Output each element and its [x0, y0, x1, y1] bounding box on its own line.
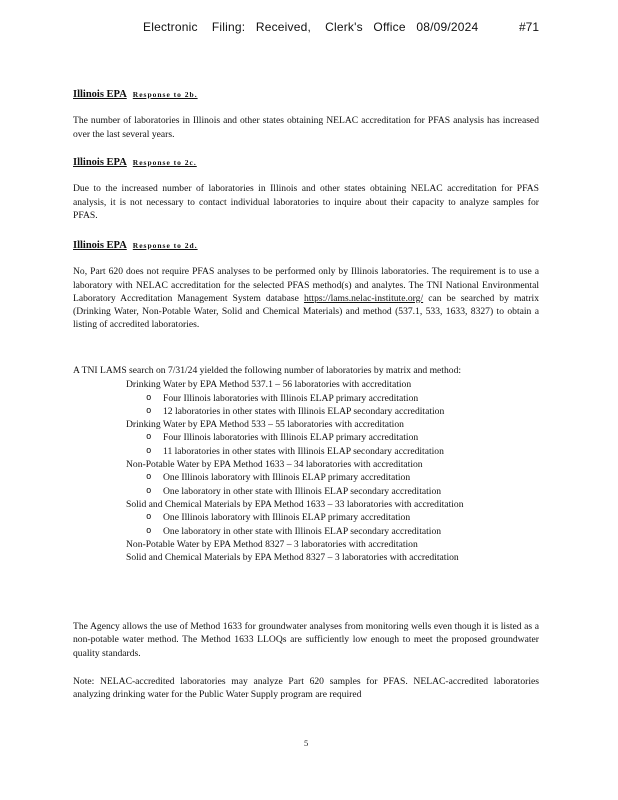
list-item: [73, 498, 539, 511]
sub-list-item-text: One Illinois laboratory with Illinois ELAP primary accreditation: [163, 472, 411, 484]
list-item: [73, 538, 539, 551]
sub-list-item: [73, 471, 539, 484]
lams-search-section: [73, 364, 539, 564]
note-paragraph: Note: NELAC-accredited laboratories may analyze Part 620 samples for PFAS. NELAC-accredited laboratories analyzing drinking water for the Public Water Supply program are required: [73, 676, 539, 701]
sub-list-item-text: One laboratory in other state with Illinois ELAP secondary accreditation: [163, 525, 442, 537]
section-response-2c: [73, 156, 539, 222]
lams-database-link[interactable]: https://lams.nelac-institute.org/: [303, 292, 424, 304]
sub-list-item: [73, 445, 539, 458]
list-item: [73, 458, 539, 471]
section-response-2d: [73, 239, 539, 332]
sub-list-item-text: One laboratory in other state with Illinois ELAP secondary accreditation: [163, 485, 442, 497]
paragraph-text: can be searched by matrix (Drinking Water, Non-Potable Water, Solid and Chemical Materials) and method (537.1, 533, 1633, 8327) to obtain a listing of accredited laboratories.: [73, 292, 539, 331]
filing-number: #71: [519, 20, 540, 34]
sub-list-item: [73, 525, 539, 538]
search-intro: A TNI LAMS search on 7/31/24 yielded the following number of laboratories by matrix and method:: [73, 365, 462, 376]
sub-list-item: [73, 392, 539, 405]
circle-bullet-icon: o: [146, 472, 152, 483]
circle-bullet-icon: o: [146, 392, 152, 403]
sub-list-item-text: Four Illinois laboratories with Illinois ELAP primary accreditation: [163, 392, 419, 404]
paragraph: The Agency allows the use of Method 1633 for groundwater analyses from monitoring wells even though it is listed as a non-potable water method. The Method 1633 LLOQs are sufficiently low enough to meet the proposed groundwater quality standards.: [73, 621, 539, 659]
circle-bullet-icon: o: [146, 445, 152, 456]
paragraph-text: No, Part 620 does not require PFAS analyses to be performed only by Illinois laboratories. The requirement is to use a laboratory with NELAC accreditation for the selected PFAS method(s) and analytes. The TNI National Environmental Laboratory Accreditation Management System database: [73, 266, 539, 304]
note-section: [73, 675, 539, 702]
section-heading: [73, 239, 539, 252]
heading-agency: Illinois EPA: [73, 240, 127, 251]
sub-list-item: [73, 431, 539, 444]
section-response-2b: [73, 88, 539, 141]
section-heading: [73, 88, 539, 101]
list-item-text: Drinking Water by EPA Method 533 – 55 laboratories with accreditation: [126, 419, 404, 431]
list-item: [73, 378, 539, 391]
list-item-text: Solid and Chemical Materials by EPA Method 1633 – 33 laboratories with accreditation: [126, 498, 464, 510]
search-results-list: [73, 378, 539, 564]
circle-bullet-icon: o: [146, 405, 152, 416]
sub-list-item-text: 12 laboratories in other states with Illinois ELAP secondary accreditation: [163, 405, 445, 417]
list-item: [73, 551, 539, 564]
heading-agency: Illinois EPA: [73, 89, 127, 100]
sub-list-item: [73, 511, 539, 524]
sub-list-item-text: Four Illinois laboratories with Illinois ELAP primary accreditation: [163, 432, 419, 444]
sub-list-item: [73, 485, 539, 498]
paragraph: The number of laboratories in Illinois and other states obtaining NELAC accreditation for PFAS analysis has increased over the last several years.: [73, 115, 539, 140]
filing-stamp-text: Electronic Filing: Received, Clerk's Office 08/09/2024: [143, 20, 479, 34]
agency-method-section: [73, 620, 539, 660]
list-item-text: Non-Potable Water by EPA Method 8327 – 3 laboratories with accreditation: [126, 538, 418, 550]
list-item: [73, 418, 539, 431]
sub-list-item-text: 11 laboratories in other states with Illinois ELAP secondary accreditation: [163, 445, 444, 457]
circle-bullet-icon: o: [146, 485, 152, 496]
heading-sub: Response to 2b.: [132, 90, 198, 99]
circle-bullet-icon: o: [146, 432, 152, 443]
heading-sub: Response to 2c.: [132, 158, 197, 167]
page-number: 5: [304, 738, 309, 748]
section-heading: [73, 156, 539, 169]
sub-list-item-text: One Illinois laboratory with Illinois ELAP primary accreditation: [163, 512, 411, 524]
circle-bullet-icon: o: [146, 525, 152, 536]
circle-bullet-icon: o: [146, 512, 152, 523]
list-item-text: Drinking Water by EPA Method 537.1 – 56 laboratories with accreditation: [126, 379, 412, 391]
heading-sub: Response to 2d.: [132, 241, 198, 250]
sub-list-item: [73, 405, 539, 418]
list-item-text: Non-Potable Water by EPA Method 1633 – 34 laboratories with accreditation: [126, 459, 423, 471]
paragraph: Due to the increased number of laboratories in Illinois and other states obtaining NELAC accreditation for PFAS analysis, it is not necessary to contact individual laboratories to inquire about their capacity to analyze samples for PFAS.: [73, 183, 539, 221]
list-item-text: Solid and Chemical Materials by EPA Method 8327 – 3 laboratories with accreditation: [126, 552, 459, 564]
paragraph: [73, 265, 539, 331]
heading-agency: Illinois EPA: [73, 157, 127, 168]
